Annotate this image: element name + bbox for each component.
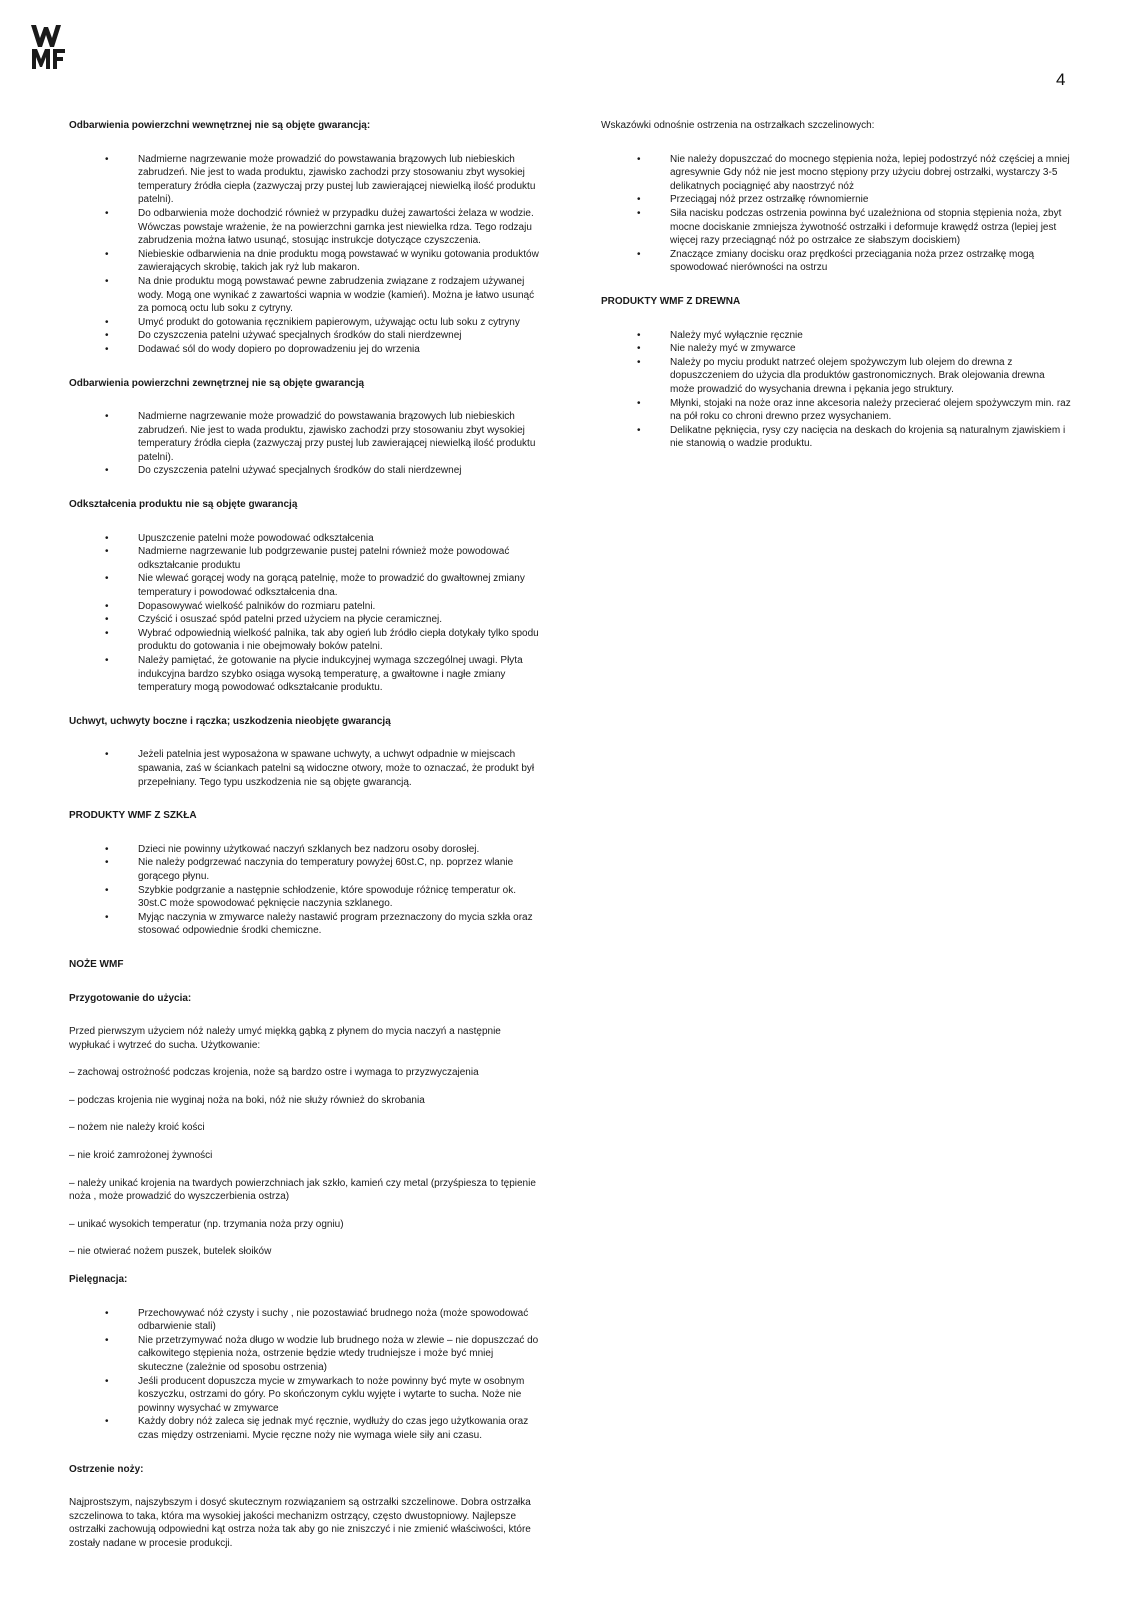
- left-column: [69, 119, 539, 1565]
- section-heading: NOŻE WMF: [69, 958, 124, 970]
- section-heading: Odbarwienia powierzchni zewnętrznej nie są objęte gwarancją: [69, 377, 365, 389]
- paragraph: – nożem nie należy kroić kości: [69, 1122, 205, 1134]
- list-item: • Czyścić i osuszać spód patelni przed użyciem na płycie ceramicznej.: [69, 613, 539, 627]
- list-item: • Znaczące zmiany docisku oraz prędkości przeciągania noża przez ostrzałkę mogą spowodować nierówności na ostrzu: [601, 248, 1071, 275]
- paragraph: – podczas krojenia nie wyginaj noża na boki, nóż nie służy również do skrobania: [69, 1094, 425, 1106]
- right-column: [601, 119, 1071, 471]
- section-heading: Przygotowanie do użycia:: [69, 992, 192, 1004]
- paragraph: – nie kroić zamrożonej żywności: [69, 1150, 213, 1162]
- list-item: • Niebieskie odbarwienia na dnie produktu mogą powstawać w wyniku gotowania produktów zawierających skrobię, takich jak ryż lub makaron.: [69, 248, 539, 275]
- page-number: 4: [1056, 70, 1066, 89]
- list-item: • Młynki, stojaki na noże oraz inne akcesoria należy przecierać olejem spożywczym min. raz na pół roku co chroni drewno przez wysychaniem.: [601, 397, 1071, 424]
- section-heading: PRODUKTY WMF Z DREWNA: [601, 295, 741, 307]
- paragraph: Najprostszym, najszybszym i dosyć skutecznym rozwiązaniem są ostrzałki szczelinowe. Dobra ostrzałka szczelinowa to taka, która ma wysokiej jakości mechanizm ostrzący, często dwustopniowy. Najlepsze ostrzałki zachowują odpowiedni kąt ostrza noża tak aby go nie zniszczyć i nie zmienić właściwości, które zostały nadane w procesie produkcji.: [69, 1497, 531, 1549]
- bullet-list: [69, 1307, 539, 1443]
- bullet-list: [69, 532, 539, 695]
- wmf-logo-icon: [30, 23, 68, 71]
- paragraph: – zachowaj ostrożność podczas krojenia, noże są bardzo ostre i wymaga to przyzwyczajenia: [69, 1067, 479, 1079]
- list-item: • Delikatne pęknięcia, rysy czy nacięcia na deskach do krojenia są naturalnym zjawiskiem i nie stanowią o wadzie produktu.: [601, 424, 1071, 451]
- bullet-list: [601, 329, 1071, 451]
- list-item: • Jeżeli patelnia jest wyposażona w spawane uchwyty, a uchwyt odpadnie w miejscach spawania, zaś w ściankach patelni są widoczne otwory, może to oznaczać, że produkt był przepełniany. Tego typu uszkodzenia nie są objęte gwarancją.: [69, 748, 539, 789]
- bullet-list: [69, 843, 539, 938]
- list-item: • Nadmierne nagrzewanie lub podgrzewanie pustej patelni również może powodować odkształcanie produktu: [69, 545, 539, 572]
- list-item: • Do czyszczenia patelni używać specjalnych środków do stali nierdzewnej: [69, 329, 539, 343]
- paragraph: – należy unikać krojenia na twardych powierzchniach jak szkło, kamień czy metal (przyśpiesza to tępienie noża , może prowadzić do wyszczerbienia ostrza): [69, 1177, 536, 1203]
- list-item: • Przechowywać nóż czysty i suchy , nie pozostawiać brudnego noża (może spowodować odbarwienie stali): [69, 1307, 539, 1334]
- list-item: • Upuszczenie patelni może powodować odkształcenia: [69, 532, 539, 546]
- list-item: • Jeśli producent dopuszcza mycie w zmywarkach to noże powinny być myte w osobnym koszyczku, ostrzami do góry. Po skończonym cyklu wyjęte i wytarte to sucha. Noże nie powinny wysychać w zmywarce: [69, 1375, 539, 1416]
- list-item: • Siła nacisku podczas ostrzenia powinna być uzależniona od stopnia stępienia noża, zbyt mocne dociskanie zmniejsza żywotność ostrzałki i deformuje krawędź ostrza (lepiej jest więcej razy przeciągnąć nóż po ostrzałce ze słabszym dociskiem): [601, 207, 1071, 248]
- section-heading: Uchwyt, uchwyty boczne i rączka; uszkodzenia nieobjęte gwarancją: [69, 715, 391, 727]
- list-item: • Nie należy podgrzewać naczynia do temperatury powyżej 60st.C, np. poprzez wlanie gorącego płynu.: [69, 856, 539, 883]
- list-item: • Nie wlewać gorącej wody na gorącą patelnię, może to prowadzić do gwałtownej zmiany temperatury i powodować odkształcenia dna.: [69, 572, 539, 599]
- bullet-list: [69, 153, 539, 357]
- list-item: • Do czyszczenia patelni używać specjalnych środków do stali nierdzewnej: [69, 464, 539, 478]
- list-item: • Wybrać odpowiednią wielkość palnika, tak aby ogień lub źródło ciepła dotykały tylko spodu produktu do gotowania i nie obejmowały boków patelni.: [69, 627, 539, 654]
- list-item: • Szybkie podgrzanie a następnie schłodzenie, które spowoduje różnicę temperatur ok. 30st.C może spowodować pęknięcie naczynia szklanego.: [69, 884, 539, 911]
- list-item: • Na dnie produktu mogą powstawać pewne zabrudzenia związane z rodzajem używanej wody. Mogą one wynikać z zawartości wapnia w wodzie (kamień). Można je łatwo usunąć za pomocą octu lub soku z cytryny.: [69, 275, 539, 316]
- list-item: • Dodawać sól do wody dopiero po doprowadzeniu jej do wrzenia: [69, 343, 539, 357]
- section-heading: Pielęgnacja:: [69, 1274, 128, 1286]
- bullet-list: [601, 153, 1071, 275]
- list-item: • Należy myć wyłącznie ręcznie: [601, 329, 1071, 343]
- list-item: • Myjąc naczynia w zmywarce należy nastawić program przeznaczony do mycia szkła oraz stosować odpowiednie środki chemiczne.: [69, 911, 539, 938]
- bullet-list: [69, 748, 539, 789]
- list-item: • Każdy dobry nóż zaleca się jednak myć ręcznie, wydłuży do czas jego użytkowania oraz czas między ostrzeniami. Mycie ręczne noży nie wymaga wiele siły ani czasu.: [69, 1415, 539, 1442]
- list-item: • Dopasowywać wielkość palników do rozmiaru patelni.: [69, 600, 539, 614]
- list-item: • Przeciągaj nóż przez ostrzałkę równomiernie: [601, 193, 1071, 207]
- list-item: • Nadmierne nagrzewanie może prowadzić do powstawania brązowych lub niebieskich zabrudzeń. Nie jest to wada produktu, zjawisko zachodzi przy stosowaniu zbyt wysokiej temperatury źródła ciepła (zazwyczaj przy pustej lub zawierającej niewielką ilość produktu patelni).: [69, 410, 539, 464]
- section-heading: Wskazówki odnośnie ostrzenia na ostrzałkach szczelinowych:: [601, 120, 875, 131]
- list-item: • Należy po myciu produkt natrzeć olejem spożywczym lub olejem do drewna z dopuszczeniem do użycia dla produktów gastronomicznych. Brak olejowania drewna może prowadzić do wysychania drewna i pękania jego struktury.: [601, 356, 1071, 397]
- list-item: • Nie należy dopuszczać do mocnego stępienia noża, lepiej podostrzyć nóż częściej a mniej agresywnie Gdy nóż nie jest mocno stępiony przy użyciu dobrej ostrzałki, wystarczy 3-5 delikatnych pociągnięć aby naostrzyć nóż: [601, 153, 1071, 194]
- list-item: • Nadmierne nagrzewanie może prowadzić do powstawania brązowych lub niebieskich zabrudzeń. Nie jest to wada produktu, zjawisko zachodzi przy stosowaniu zbyt wysokiej temperatury źródła ciepła (zazwyczaj przy pustej lub zawierającej niewielką ilość produktu patelni).: [69, 153, 539, 207]
- section-heading: Odkształcenia produktu nie są objęte gwarancją: [69, 499, 298, 511]
- section-heading: PRODUKTY WMF Z SZKŁA: [69, 810, 197, 822]
- bullet-list: [69, 410, 539, 478]
- paragraph: – unikać wysokich temperatur (np. trzymania noża przy ogniu): [69, 1218, 344, 1230]
- paragraph: – nie otwierać nożem puszek, butelek słoików: [69, 1246, 272, 1258]
- paragraph: Przed pierwszym użyciem nóż należy umyć miękką gąbką z płynem do mycia naczyń a następnie wypłukać i wytrzeć do sucha. Użytkowanie:: [69, 1026, 501, 1051]
- list-item: • Należy pamiętać, że gotowanie na płycie indukcyjnej wymaga szczególnej uwagi. Płyta indukcyjna bardzo szybko osiąga wysoką temperaturę, a gwałtowne i nagłe zmiany temperatury mogą powodować odkształcanie produktu.: [69, 654, 539, 695]
- list-item: • Umyć produkt do gotowania ręcznikiem papierowym, używając octu lub soku z cytryny: [69, 316, 539, 330]
- section-heading: Odbarwienia powierzchni wewnętrznej nie są objęte gwarancją:: [69, 120, 371, 131]
- list-item: • Nie przetrzymywać noża długo w wodzie lub brudnego noża w zlewie – nie dopuszczać do całkowitego stępienia noża, ostrzenie będzie wtedy trudniejsze i może być mniej skuteczne (zależnie od sposobu ostrzenia): [69, 1334, 539, 1375]
- list-item: • Nie należy myć w zmywarce: [601, 342, 1071, 356]
- list-item: • Dzieci nie powinny użytkować naczyń szklanych bez nadzoru osoby dorosłej.: [69, 843, 539, 857]
- list-item: • Do odbarwienia może dochodzić również w przypadku dużej zawartości żelaza w wodzie. Wówczas powstaje wrażenie, że na powierzchni garnka jest niewielka rdza. Tego rodzaju zabrudzenia można łatwo usunąć, stosując instrukcje dotyczące czyszczenia.: [69, 207, 539, 248]
- section-heading: Ostrzenie noży:: [69, 1463, 144, 1475]
